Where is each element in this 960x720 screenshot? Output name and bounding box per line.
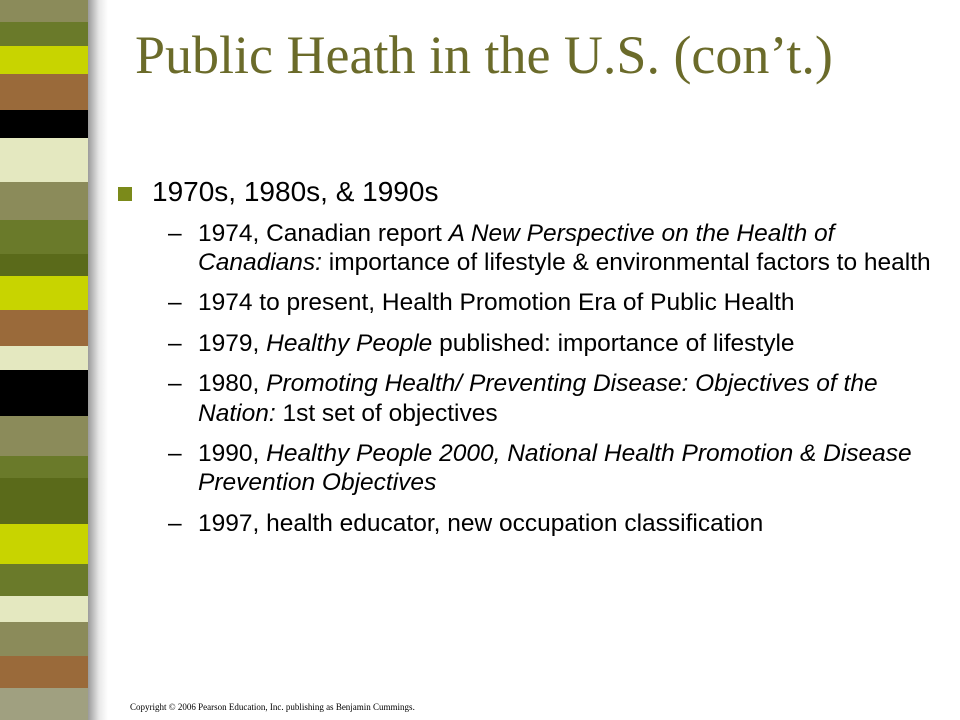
sub-item-italic-text: Promoting Health/ Preventing Disease: Objectives of the Nation:	[198, 370, 878, 427]
sub-item-text: importance of lifestyle & environmental factors to health	[321, 248, 931, 276]
sub-item-text: 1st set of objectives	[275, 399, 498, 427]
bullet-item	[118, 175, 938, 209]
stripe-pattern	[0, 0, 88, 720]
dash-marker: –	[168, 439, 182, 467]
dash-marker: –	[168, 289, 182, 317]
square-bullet-icon	[118, 187, 132, 201]
stripe-shadow	[88, 0, 108, 720]
dash-marker: –	[168, 370, 182, 398]
sub-item-text: 1990,	[198, 439, 267, 467]
sub-item-text: 1974, Canadian report	[198, 219, 449, 247]
sub-item-text: published: importance of lifestyle	[432, 329, 795, 357]
sub-item-1979-healthy-people	[118, 329, 938, 358]
slide-content	[118, 175, 938, 549]
sub-item-italic-text: Healthy People	[266, 329, 433, 357]
sub-item-1997-health-educator	[118, 509, 938, 538]
copyright-notice: Copyright © 2006 Pearson Education, Inc. publishing as Benjamin Cummings.	[130, 702, 415, 712]
slide-title: Public Heath in the U.S. (con’t.)	[135, 25, 833, 85]
bullet-text: 1970s, 1980s, & 1990s	[152, 176, 439, 207]
sub-item-text: 1974 to present, Health Promotion Era of Public Health	[198, 289, 795, 317]
sub-item-1990-healthy-people-2000	[118, 439, 938, 498]
sub-item-1980-promoting-health	[118, 369, 938, 428]
sub-item-text: 1980,	[198, 370, 267, 398]
dash-marker: –	[168, 329, 182, 357]
sub-item-1974-canadian-report	[118, 219, 938, 278]
decorative-stripe-bar	[0, 0, 108, 720]
sub-item-italic-text: Healthy People 2000, National Health Promotion & Disease Prevention Objectives	[198, 439, 912, 497]
dash-marker: –	[168, 219, 182, 247]
sub-item-1974-health-promotion-era	[118, 288, 938, 317]
sub-item-italic-text: A New Perspective on the Health of Canadians:	[198, 219, 835, 276]
sub-item-text: 1997, health educator, new occupation classification	[198, 509, 764, 537]
sub-item-text: 1979,	[198, 329, 267, 357]
dash-marker: –	[168, 509, 182, 537]
